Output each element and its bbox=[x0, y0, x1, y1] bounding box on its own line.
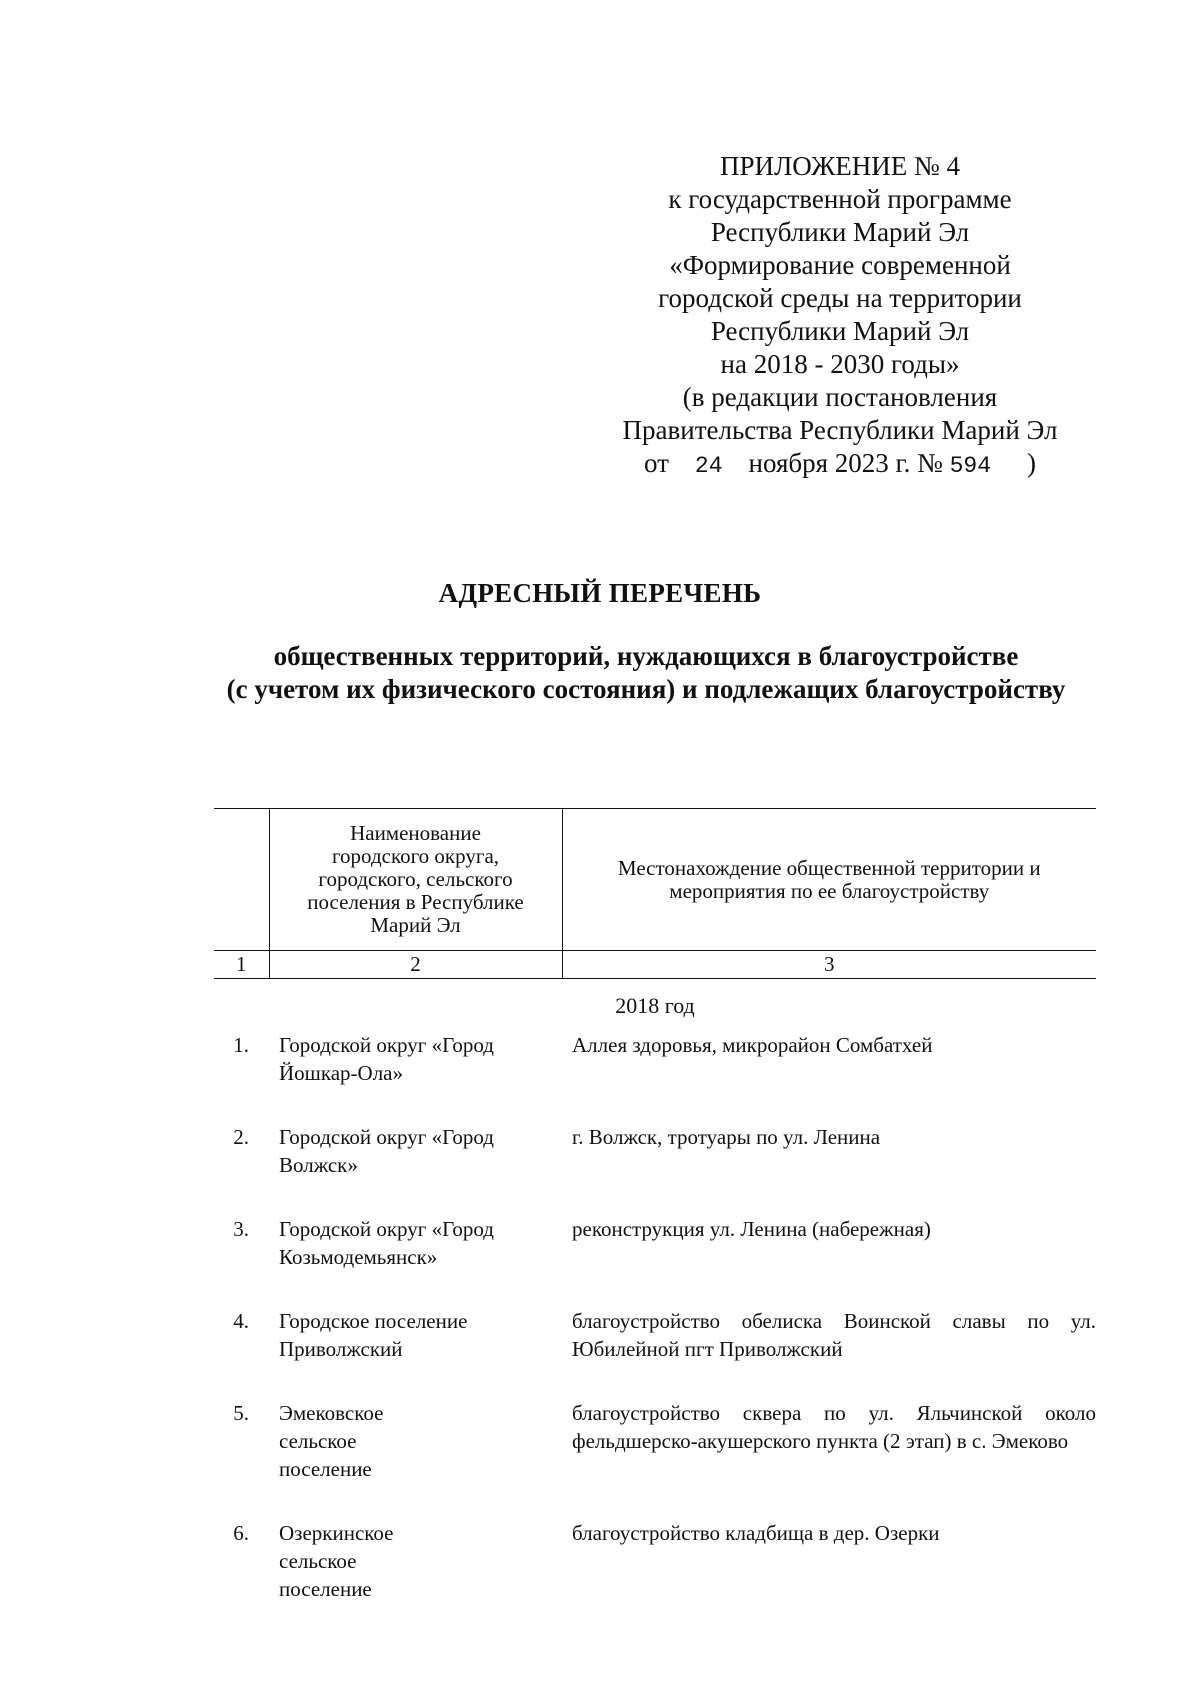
row-number: 2. bbox=[233, 1125, 249, 1149]
appendix-line: Республики Марий Эл bbox=[710, 217, 970, 247]
date-prefix: от bbox=[643, 448, 669, 478]
territory-description: Аллея здоровья, микрорайон Сомбатхей bbox=[572, 1033, 933, 1057]
row-number: 3. bbox=[233, 1217, 249, 1241]
settlement-name: Городское поселение Приволжский bbox=[279, 1309, 468, 1361]
row-number: 4. bbox=[233, 1309, 249, 1333]
date-rest: ноября 2023 г. № bbox=[748, 448, 943, 478]
decree-number: 594 bbox=[949, 453, 992, 479]
subtitle-line: (с учетом их физического состояния) и подлежащих благоустройству bbox=[226, 674, 1066, 704]
date-day: 24 bbox=[694, 453, 723, 479]
territory-description: благоустройство кладбища в дер. Озерки bbox=[572, 1521, 940, 1545]
row-number: 6. bbox=[233, 1521, 249, 1545]
year-label: 2018 год bbox=[615, 993, 695, 1018]
row-number: 1. bbox=[233, 1033, 249, 1057]
table-header-row bbox=[214, 809, 1096, 951]
address-table bbox=[214, 808, 1096, 1639]
appendix-header bbox=[590, 150, 1090, 483]
table-row bbox=[214, 1519, 1096, 1639]
territory-description: благоустройство обелиска Воинской славы по ул. Юбилейной пгт Приволжский bbox=[572, 1309, 1096, 1361]
header-col-1 bbox=[214, 809, 269, 951]
year-row bbox=[214, 979, 1096, 1032]
settlement-name: Городской округ «Город Волжск» bbox=[279, 1125, 494, 1177]
settlement-name: Городской округ «Город Козьмодемьянск» bbox=[279, 1217, 494, 1269]
table-row bbox=[214, 1307, 1096, 1399]
territory-description: реконструкция ул. Ленина (набережная) bbox=[572, 1217, 931, 1241]
table-row bbox=[214, 1123, 1096, 1215]
subtitle-line: общественных территорий, нуждающихся в благоустройстве bbox=[273, 641, 1019, 671]
appendix-line: на 2018 - 2030 годы» bbox=[720, 349, 960, 379]
appendix-line: «Формирование современной bbox=[669, 250, 1011, 280]
table-row bbox=[214, 1031, 1096, 1123]
appendix-line: ПРИЛОЖЕНИЕ № 4 bbox=[719, 151, 961, 181]
header-col-3: Местонахождение общественной территории и мероприятия по ее благоустройству bbox=[562, 809, 1096, 951]
territory-description: г. Волжск, тротуары по ул. Ленина bbox=[572, 1125, 881, 1149]
appendix-line: к государственной программе bbox=[668, 184, 1012, 214]
settlement-name: Эмековское сельское поселение bbox=[279, 1401, 384, 1481]
column-number: 1 bbox=[214, 951, 269, 979]
column-number: 2 bbox=[269, 951, 562, 979]
document-subtitle bbox=[0, 640, 1200, 706]
appendix-line: (в редакции постановления bbox=[682, 382, 998, 412]
appendix-line: городской среды на территории bbox=[658, 283, 1022, 313]
header-col-2: Наименование городского округа, городского, сельского поселения в Республике Марий Эл bbox=[269, 809, 562, 951]
territory-description: благоустройство сквера по ул. Яльчинской около фельдшерско-акушерского пункта (2 этап) в с. Эмеково bbox=[572, 1401, 1096, 1453]
table-row bbox=[214, 1399, 1096, 1519]
row-number: 5. bbox=[233, 1401, 249, 1425]
settlement-name: Городской округ «Город Йошкар-Ола» bbox=[279, 1033, 494, 1085]
appendix-line: Республики Марий Эл bbox=[710, 316, 970, 346]
column-number-row bbox=[214, 951, 1096, 979]
document-title: АДРЕСНЫЙ ПЕРЕЧЕНЬ bbox=[438, 578, 762, 608]
settlement-name: Озеркинское сельское поселение bbox=[279, 1521, 394, 1601]
table-row bbox=[214, 1215, 1096, 1307]
appendix-line: Правительства Республики Марий Эл bbox=[622, 415, 1058, 445]
date-close: ) bbox=[1027, 448, 1037, 478]
column-number: 3 bbox=[562, 951, 1096, 979]
decree-date-line bbox=[590, 447, 1090, 483]
